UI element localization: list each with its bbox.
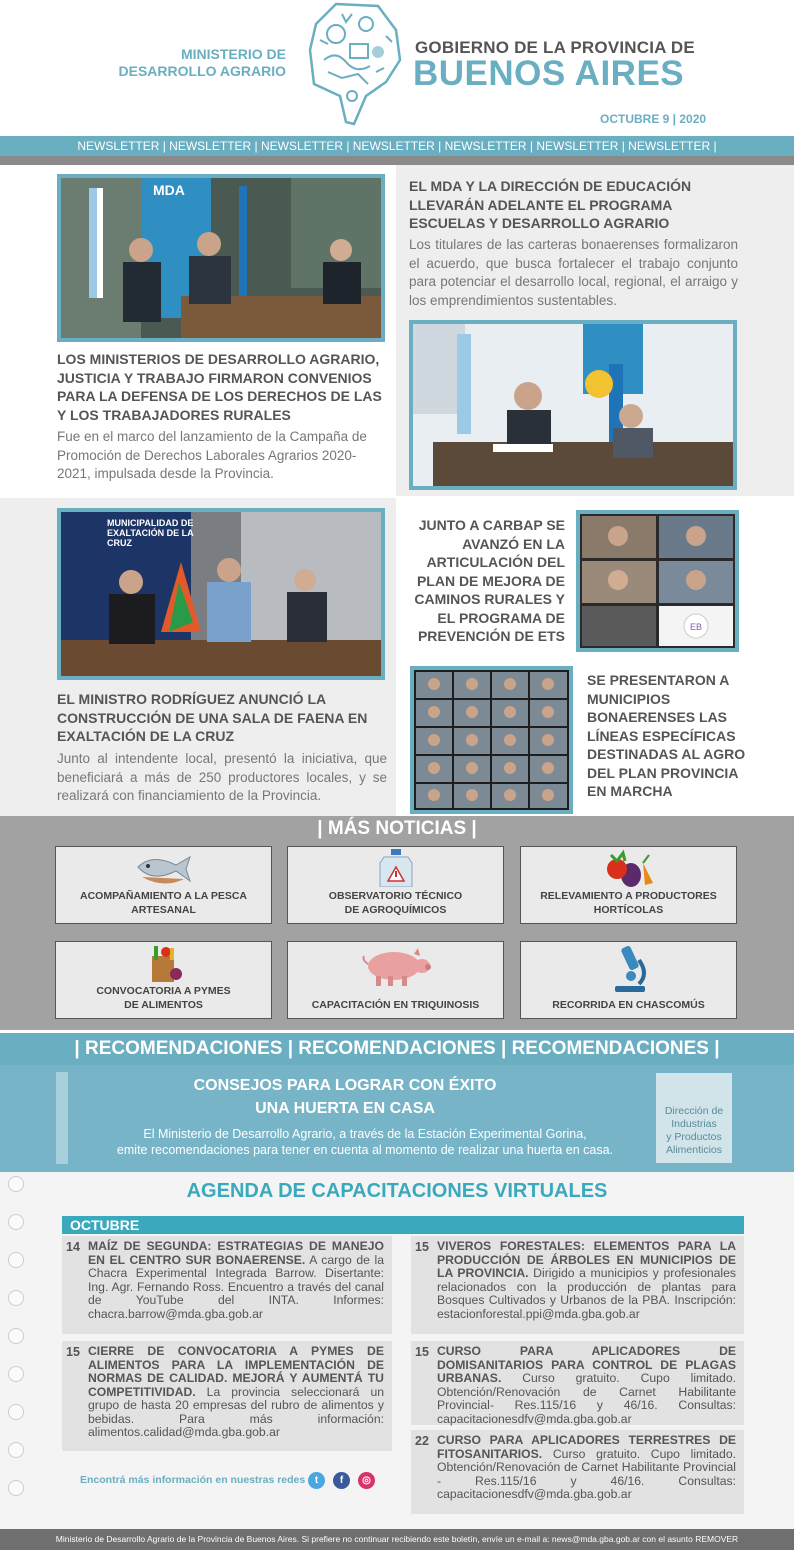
recommendation-body: [80, 1126, 650, 1158]
vegetables-icon: [599, 849, 659, 887]
notebook-ring: [8, 1328, 24, 1344]
news-5-videocall-photo[interactable]: [410, 666, 573, 814]
event-day: 15: [66, 1345, 80, 1359]
province-name: BUENOS AIRES: [413, 54, 685, 93]
news-1-photo[interactable]: [57, 174, 385, 342]
notebook-ring: [8, 1480, 24, 1496]
source-line4: Alimenticios: [665, 1144, 723, 1156]
source-line1: Dirección de: [664, 1105, 724, 1117]
notebook-ring: [8, 1366, 24, 1382]
recommendation-body-line2: emite recomendaciones para tener en cuenta al momento de realizar una huerta en casa.: [116, 1143, 614, 1157]
notebook-ring: [8, 1290, 24, 1306]
pig-icon: [358, 944, 434, 988]
recommendations-accent-strip: [56, 1072, 68, 1164]
footer-unsubscribe-note: Ministerio de Desarrollo Agrario de la Provincia de Buenos Aires. Si prefiere no continuar recibiendo este boletín, envíe un e-mail a: news@mda.gba.gob.ar con el asunto REMOVER: [0, 1529, 794, 1550]
recommendation-title-line2: UNA HUERTA EN CASA: [255, 1100, 435, 1117]
event-day: 15: [415, 1240, 429, 1254]
event-body: La provincia seleccionará un grupo de hasta 20 empresas del rubro de alimentos y bebidas. Para más información: alimentos.calidad@mda.gba.gob.ar: [88, 1384, 384, 1439]
microscope-icon: [599, 944, 659, 994]
recommendation-title-line1: CONSEJOS PARA LOGRAR CON ÉXITO: [193, 1077, 497, 1094]
event-body: Curso gratuito. Cupo limitado. Obtención/Renovación de Carnet Habilitante Provincial- Res.115/16 y 46/16. Consultas: capacitacionesdfv@mda.gba.gob.ar: [437, 1371, 736, 1426]
tile-label-line2: HORTÍCOLAS: [593, 904, 664, 916]
agenda-event[interactable]: [411, 1341, 744, 1425]
svg-text:EB: EB: [690, 622, 703, 632]
agenda-month: OCTUBRE: [62, 1216, 744, 1234]
ministry-name: [110, 46, 286, 80]
event-text: [437, 1240, 736, 1321]
news-1-title[interactable]: LOS MINISTERIOS DE DESARROLLO AGRARIO, JUSTICIA Y TRABAJO FIRMARON CONVENIOS PARA LA DEFENSA DE LOS DERECHOS DE LAS Y LOS TRABAJADORES RURALES: [57, 351, 382, 423]
recommendation-source-box: [656, 1073, 732, 1163]
tile-food-smes-call[interactable]: [55, 941, 272, 1019]
source-line2: Industrias: [671, 1118, 717, 1130]
news-2-photo[interactable]: [409, 320, 737, 490]
tile-label-line1: RELEVAMIENTO A PRODUCTORES: [540, 890, 717, 902]
agenda-event[interactable]: [62, 1341, 392, 1451]
news-3-summary: Junto al intendente local, presentó la iniciativa, que beneficiará a más de 250 productores locales, y se realizará con financiamiento de la Provincia.: [57, 751, 387, 803]
ministry-line-1: MINISTERIO DE: [180, 46, 286, 62]
tile-label-line2: ARTESANAL: [131, 904, 196, 916]
news-3-title[interactable]: EL MINISTRO RODRÍGUEZ ANUNCIÓ LA CONSTRUCCIÓN DE UNA SALA DE FAENA EN EXALTACIÓN DE LA CRUZ: [57, 691, 368, 744]
event-text: [437, 1345, 736, 1426]
tile-label-line1: CONVOCATORIA A PYMES: [96, 985, 231, 997]
tile-label-line1: OBSERVATORIO TÉCNICO: [328, 890, 463, 902]
event-body: Curso gratuito. Cupo limitado. Obtención/Renovación de Carnet Habilitante Provincial - Res.115/16 y 46/16. Consultas: capacitacionesdfv@mda.gba.gob.ar: [437, 1446, 736, 1501]
tile-agrochemical-observatory[interactable]: [287, 846, 504, 924]
agenda-event[interactable]: [411, 1236, 744, 1334]
recommendations-banner: | RECOMENDACIONES | RECOMENDACIONES | RECOMENDACIONES |: [0, 1033, 794, 1065]
facebook-icon[interactable]: f: [333, 1472, 350, 1489]
news-5-title[interactable]: SE PRESENTARON A MUNICIPIOS BONAERENSES LAS LÍNEAS ESPECÍFICAS DESTINADAS AL AGRO DEL PLAN PROVINCIA EN MARCHA: [587, 672, 746, 799]
more-news-title: | MÁS NOTICIAS |: [317, 818, 477, 839]
ministry-line-2: DESARROLLO AGRARIO: [118, 63, 286, 79]
notebook-ring: [8, 1442, 24, 1458]
event-text: [88, 1240, 384, 1321]
recommendation-title[interactable]: [140, 1074, 550, 1120]
event-text: [88, 1345, 384, 1440]
government-title: GOBIERNO DE LA PROVINCIA DE: [415, 38, 695, 57]
event-text: [437, 1434, 736, 1502]
divider-bar: [0, 156, 794, 165]
event-day: 14: [66, 1240, 80, 1254]
event-title: VIVEROS FORESTALES: ELEMENTOS PARA LA PRODUCCIÓN DE ÁRBOLES EN MUNICIPIOS DE LA PROVINCIA.: [437, 1239, 736, 1280]
news-2-summary: Los titulares de las carteras bonaerenses formalizaron el acuerdo, que busca fortalecer el trabajo conjunto para potenciar el desarrollo local, regional, el arraigo y los emprendimientos sustentables.: [409, 237, 738, 308]
event-title: CIERRE DE CONVOCATORIA A PYMES DE ALIMENTOS PARA LA IMPLEMENTACIÓN DE NORMAS DE CALIDAD. MEJORÁ Y AUMENTÁ TU COMPETITIVIDAD.: [88, 1344, 384, 1399]
fish-icon: [134, 849, 194, 887]
tile-horticultural-survey[interactable]: [520, 846, 737, 924]
agenda-title: AGENDA DE CAPACITACIONES VIRTUALES: [186, 1180, 608, 1202]
issue-date: OCTUBRE 9 | 2020: [600, 112, 707, 126]
news-1-summary: Fue en el marco del lanzamiento de la Campaña de Promoción de Derechos Laborales Agrarios 2020-2021, impulsada desde la Provincia.: [57, 429, 367, 481]
news-2-title[interactable]: EL MDA Y LA DIRECCIÓN DE EDUCACIÓN LLEVARÁN ADELANTE EL PROGRAMA ESCUELAS Y DESARROLLO AGRARIO: [409, 178, 692, 231]
tile-label-line1: RECORRIDA EN CHASCOMÚS: [552, 999, 705, 1011]
instagram-icon[interactable]: ◎: [358, 1472, 375, 1489]
notebook-ring: [8, 1214, 24, 1230]
source-line3: y Productos: [666, 1131, 722, 1143]
photo-sign-mda: MDA: [153, 182, 185, 198]
tile-trichinosis-training[interactable]: [287, 941, 504, 1019]
event-title: MAÍZ DE SEGUNDA: ESTRATEGIAS DE MANEJO EN EL CENTRO SUR BONAERENSE.: [88, 1239, 384, 1267]
event-body: A cargo de la Chacra Experimental Integrada Barrow. Disertante: Ing. Agr. Fernando Ross. Encuentro a través del canal de YouTube del INTA. Informes: chacra.barrow@mda.gba.gob.ar: [88, 1252, 385, 1321]
twitter-icon[interactable]: t: [308, 1472, 325, 1489]
social-networks-text: Encontrá más información en nuestras redes: [80, 1474, 306, 1486]
agrochemical-bottle-icon: [366, 849, 426, 887]
agenda-event[interactable]: [411, 1430, 744, 1514]
notebook-ring: [8, 1252, 24, 1268]
photo-sign-municipality: MUNICIPALIDAD DE EXALTACIÓN DE LA CRUZ: [107, 518, 194, 548]
event-body: Dirigido a municipios y profesionales relacionados con la producción de plantas para Bosques Cultivados y Urbanos de la PBA. Inscripción: estacionforestal.ppi@mda.gba.gob.ar: [437, 1266, 736, 1321]
tile-chascomus-tour[interactable]: [520, 941, 737, 1019]
event-title: CURSO PARA APLICADORES DE DOMISANITARIOS PARA CONTROL DE PLAGAS URBANAS.: [437, 1344, 736, 1385]
recommendation-body-line1: El Ministerio de Desarrollo Agrario, a través de la Estación Experimental Gorina,: [143, 1127, 587, 1141]
tile-artisanal-fishing[interactable]: [55, 846, 272, 924]
tile-label-line1: CAPACITACIÓN EN TRIQUINOSIS: [311, 999, 480, 1011]
news-4-videocall-photo[interactable]: [576, 510, 739, 652]
province-map-logo: [306, 0, 406, 130]
notebook-ring: [8, 1404, 24, 1420]
news-4-title[interactable]: JUNTO A CARBAP SE AVANZÓ EN LA ARTICULACIÓN DEL PLAN DE MEJORA DE CAMINOS RURALES Y EL PROGRAMA DE PREVENCIÓN DE ETS: [414, 517, 565, 644]
tile-label-line2: DE AGROQUÍMICOS: [344, 904, 447, 916]
tile-label-line2: DE ALIMENTOS: [124, 999, 203, 1011]
event-day: 15: [415, 1345, 429, 1359]
agenda-event[interactable]: [62, 1236, 392, 1334]
news-3-photo[interactable]: [57, 508, 385, 680]
event-day: 22: [415, 1434, 429, 1448]
grocery-bag-icon: [134, 944, 194, 982]
event-title: CURSO PARA APLICADORES TERRESTRES DE FITOSANITARIOS.: [437, 1433, 736, 1461]
newsletter-banner: NEWSLETTER | NEWSLETTER | NEWSLETTER | NEWSLETTER | NEWSLETTER | NEWSLETTER | NEWSLETTER |: [0, 136, 794, 156]
tile-label-line1: ACOMPAÑAMIENTO A LA PESCA: [79, 890, 248, 902]
